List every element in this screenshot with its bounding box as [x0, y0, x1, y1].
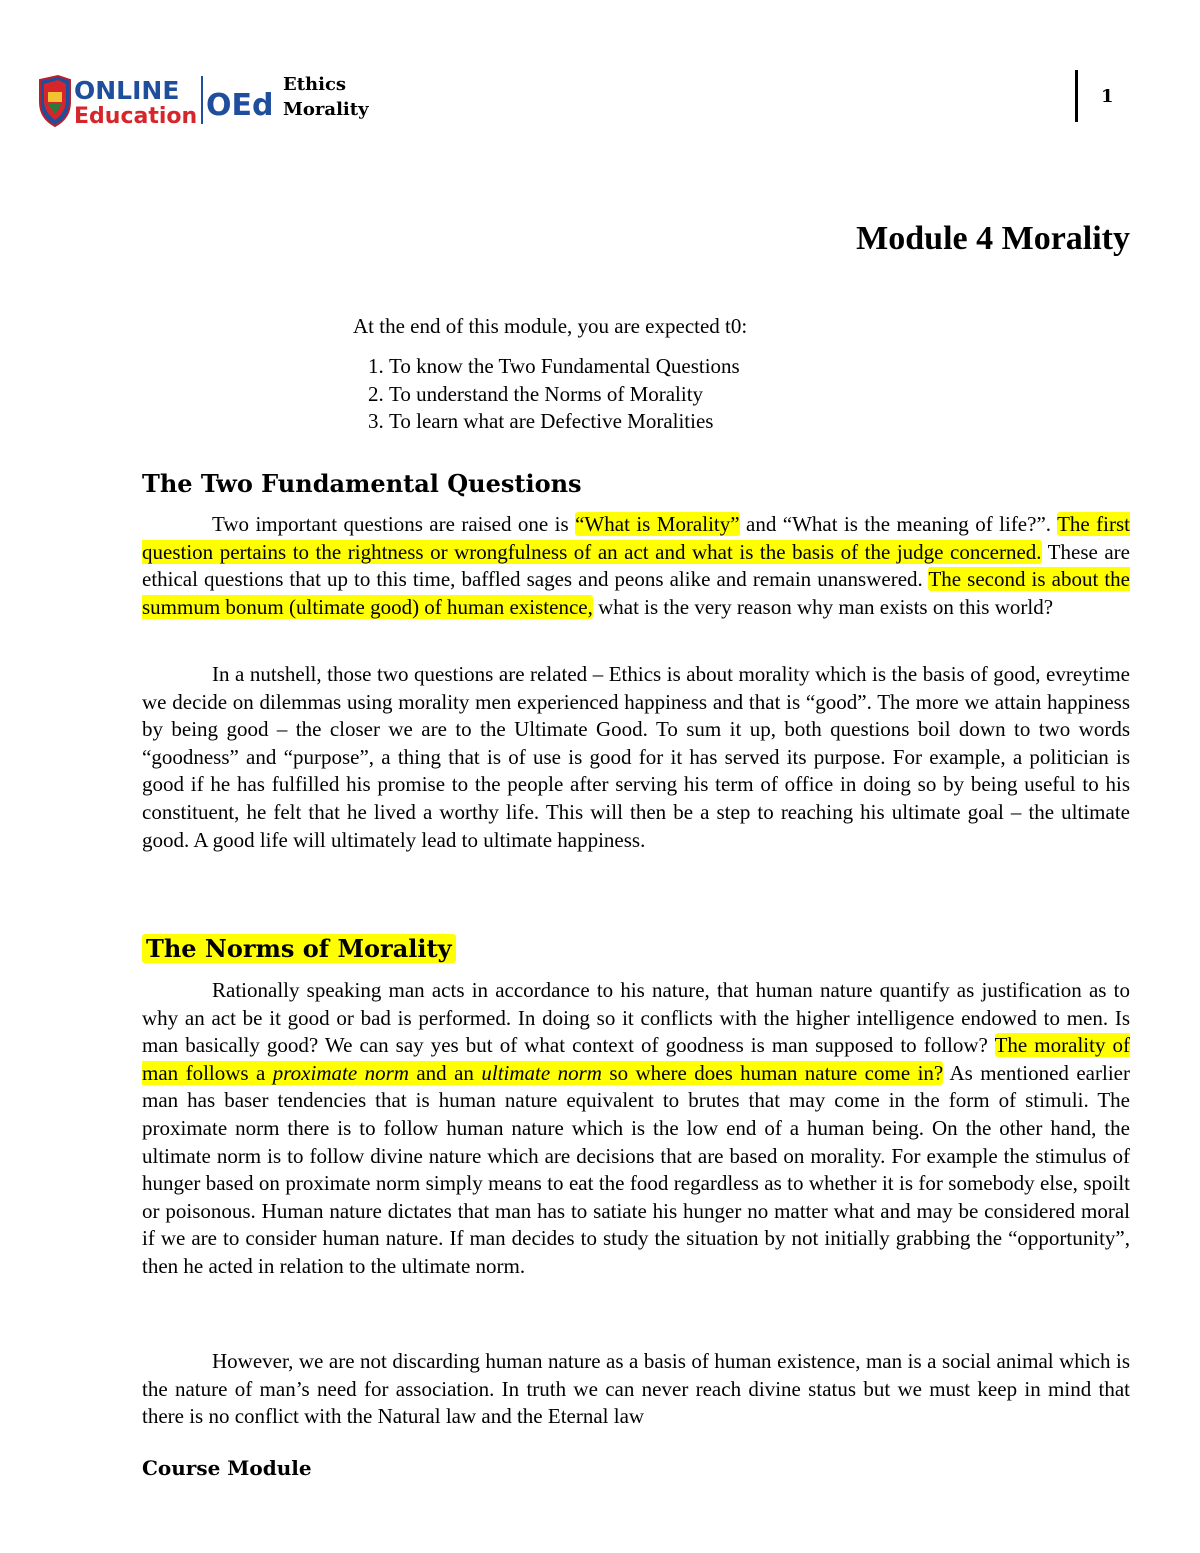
online-education-logo [36, 70, 276, 130]
header-divider [1075, 70, 1078, 122]
text-run: and “What is the meaning of life?”. [739, 512, 1058, 536]
objectives-block [353, 314, 853, 436]
objective-item: 3. To learn what are Defective Moralities [389, 408, 853, 436]
svg-text:OEd: OEd [206, 88, 274, 123]
section-heading-fundamental-questions: The Two Fundamental Questions [142, 469, 582, 498]
highlight-heading: The Norms of Morality [142, 934, 456, 963]
module-title: Module 4 Morality [856, 220, 1130, 257]
highlight-second-question: The second is about the summum bonum (ultimate good) of human existence, [142, 567, 1130, 619]
course-header [283, 72, 369, 122]
text-run: These are ethical questions that up to this time, baffled sages and peons alike and remain unanswered. [142, 539, 1130, 592]
svg-text:ONLINE: ONLINE [74, 76, 180, 105]
footer-course-module: Course Module [142, 1456, 312, 1480]
text-run: Rationally speaking man acts in accordance to his nature, that human nature quantify as justification as to why an act be it good or bad is performed. In doing so it conflicts with the higher intelligence endowed to men. Is man basically good? We can say yes but of what context of goodness is man supposed to follow? [142, 978, 1130, 1058]
highlight-first-question: The first question pertains to the rightness or wrongfulness of an act and what is the basis of the judge concerned. [142, 512, 1130, 564]
text-run: The morality of man follows a [142, 1033, 1131, 1085]
paragraph-norms [142, 977, 1130, 1281]
objective-item: 1. To know the Two Fundamental Questions [389, 353, 853, 381]
text-run: what is the very reason why man exists on this world? [592, 594, 1054, 619]
course-line-2: Morality [283, 99, 369, 120]
highlight-what-is-morality: “What is Morality” [575, 512, 740, 536]
course-line-1: Ethics [283, 74, 347, 95]
objectives-list [353, 353, 853, 436]
text-run: As mentioned earlier man has baser tendencies that is human nature equivalent to brutes that may come in the form of stimuli. The proximate norm there is to follow human nature which is the low end of a human being. On the other hand, the ultimate norm is to follow divine nature which are decisions that are based on morality. For example the stimulus of hunger based on proximate norm simply means to eat the food regardless as to whether it is for somebody else, spoilt or poisonous. Human nature dictates that man has to satiate his hunger no matter what and may be considered moral if we are to consider human nature. If man decides to study the situation by not initially grabbing the “opportunity”, then he acted in relation to the ultimate norm. [142, 1060, 1130, 1278]
page-number: 1 [1101, 86, 1114, 107]
paragraph-human-nature: However, we are not discarding human nature as a basis of human existence, man is a social animal which is the nature of man’s need for association. In truth we can never reach divine status but we must keep in mind that there is no conflict with the Natural law and the Eternal law [142, 1349, 1130, 1429]
objective-item: 2. To understand the Norms of Morality [389, 381, 853, 409]
svg-text:Education: Education [74, 104, 198, 129]
paragraph-nutshell: In a nutshell, those two questions are related – Ethics is about morality which is the basis of good, evreytime we decide on dilemmas using morality men experienced happiness and that is “good”. The more we attain happiness by being good – the closer we are to the Ultimate Good. To sum it up, both questions boil down to two words “goodness” and “purpose”, a thing that is of use is good for it has served its purpose. For example, a politician is good if he has fulfilled his promise to the people after serving his term of office in doing so by being useful to his constituent, he felt that he lived a worthy life. This will then be a step to reaching his ultimate goal – the ultimate good. A good life will ultimately lead to ultimate happiness. [142, 662, 1130, 852]
italic-proximate-norm: proximate norm [272, 1060, 409, 1085]
objectives-intro: At the end of this module, you are expected t0: [353, 314, 748, 338]
section-heading-norms-of-morality [142, 934, 456, 963]
italic-ultimate-norm: ultimate norm [481, 1060, 602, 1085]
text-run: Two important questions are raised one is [212, 512, 576, 536]
text-run: and an [408, 1060, 482, 1085]
paragraph-fundamental-questions [142, 511, 1130, 621]
text-run: so where does human nature come in? [601, 1060, 944, 1085]
